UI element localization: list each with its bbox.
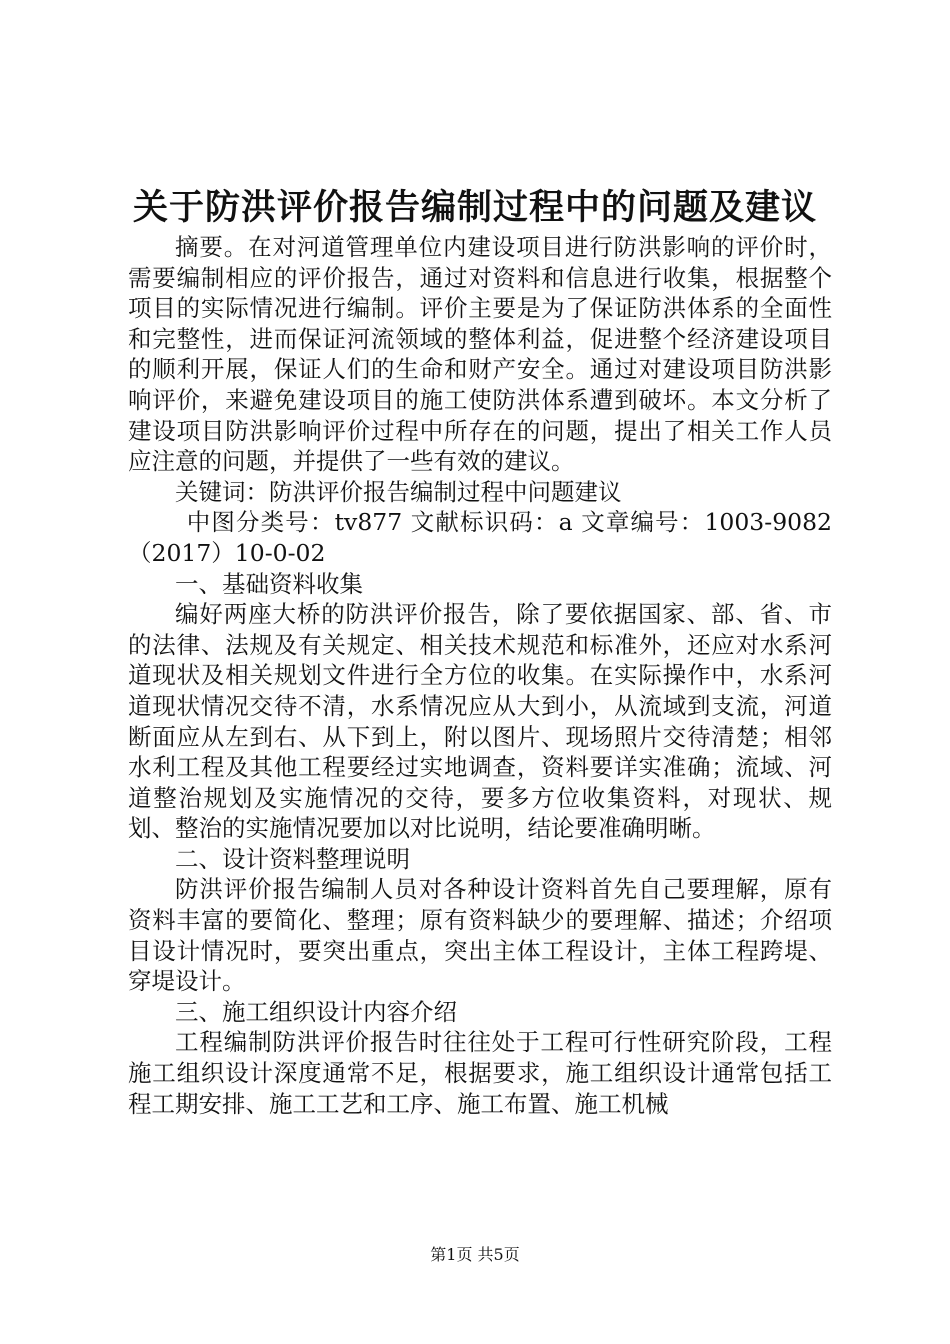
- document-title: 关于防洪评价报告编制过程中的问题及建议: [132, 187, 817, 228]
- section-heading-3: 三、施工组织设计内容介绍: [175, 997, 457, 1026]
- section-heading-1: 一、基础资料收集: [175, 569, 363, 598]
- section-heading-2: 二、设计资料整理说明: [175, 844, 410, 873]
- section-paragraph-1: 编好两座大桥的防洪评价报告，除了要依据国家、部、省、市的法律、法规及有关规定、相关技术规范和标准外，还应对水系河道现状及相关规划文件进行全方位的收集。在实际操作中，水系河道现状情况交待不清，水系情况应从大到小，从流域到支流，河道断面应从左到右、从下到上，附以图片、现场照片交待清楚；相邻水利工程及其他工程要经过实地调查，资料要详实准确；流域、河道整治规划及实施情况的交待，要多方位收集资料，对现状、规划、整治的实施情况要加以对比说明，结论要准确明晰。: [128, 600, 832, 843]
- document-body: [128, 232, 832, 1119]
- keywords-paragraph: 关键词：防洪评价报告编制过程中问题建议: [175, 477, 622, 506]
- section-paragraph-3: 工程编制防洪评价报告时往往处于工程可行性研究阶段，工程施工组织设计深度通常不足，根据要求，施工组织设计通常包括工程工期安排、施工工艺和工序、施工布置、施工机械: [128, 1028, 832, 1118]
- abstract-paragraph: 摘要。在对河道管理单位内建设项目进行防洪影响的评价时，需要编制相应的评价报告，通过对资料和信息进行收集，根据整个项目的实际情况进行编制。评价主要是为了保证防洪体系的全面性和完整性，进而保证河流领域的整体利益，促进整个经济建设项目的顺利开展，保证人们的生命和财产安全。通过对建设项目防洪影响评价，来避免建设项目的施工使防洪体系遭到破坏。本文分析了建设项目防洪影响评价过程中所存在的问题，提出了相关工作人员应注意的问题，并提供了一些有效的建议。: [128, 233, 832, 476]
- page-number-footer: 第1页 共5页: [430, 1245, 520, 1264]
- classification-paragraph: 中图分类号：tv877 文献标识码：a 文章编号：1003-9082（2017）10-0-02: [128, 508, 832, 567]
- section-paragraph-2: 防洪评价报告编制人员对各种设计资料首先自己要理解，原有资料丰富的要简化、整理；原有资料缺少的要理解、描述；介绍项目设计情况时，要突出重点，突出主体工程设计，主体工程跨堤、穿堤设计。: [128, 875, 832, 996]
